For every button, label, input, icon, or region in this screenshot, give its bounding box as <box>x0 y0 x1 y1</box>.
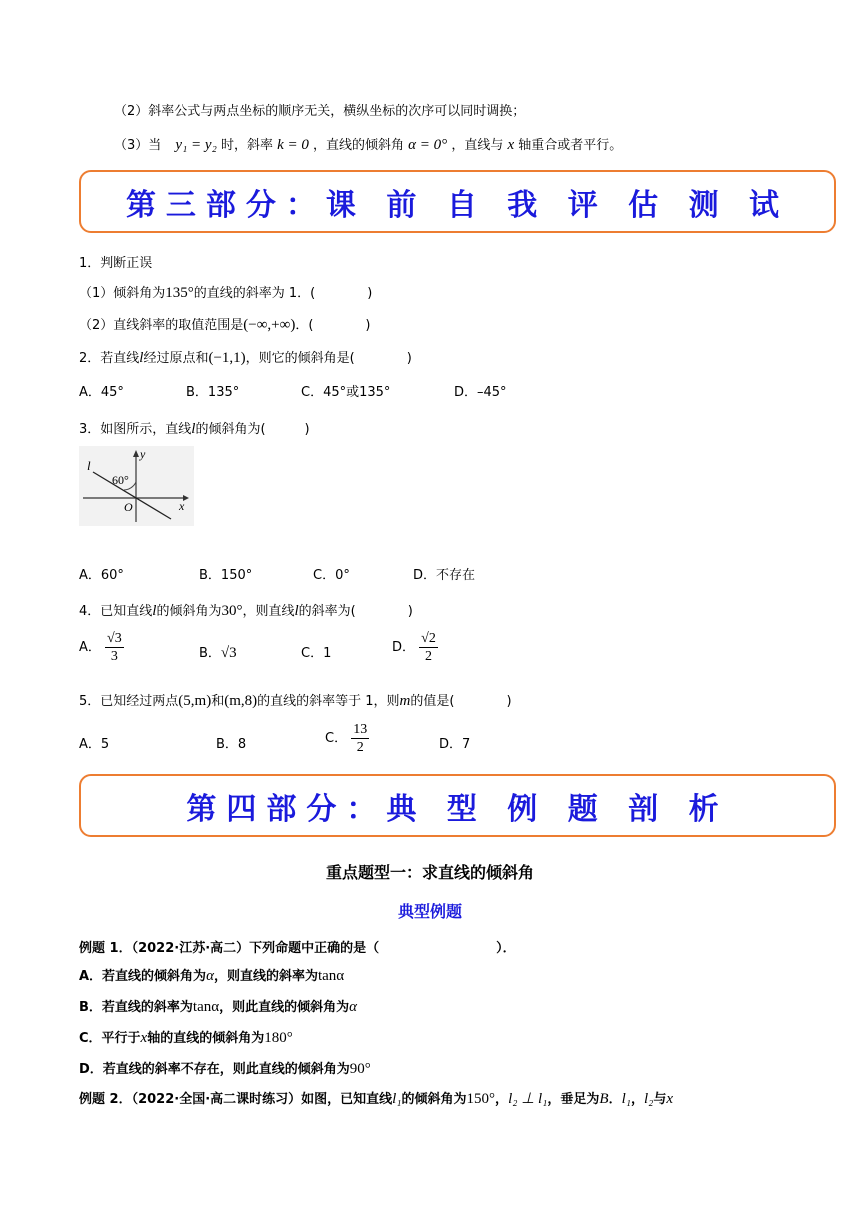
q2-option-d: D．–45° <box>454 385 507 400</box>
q1a-degree: 135° <box>165 285 194 301</box>
ex1-a-mid: ，则直线的斜率为 <box>213 969 318 984</box>
q3-axes-diagram <box>79 446 194 526</box>
section-banner-4 <box>79 774 836 837</box>
ex2-with: 与 <box>653 1092 667 1107</box>
intro-text-angle: ，直线的倾斜角 <box>313 138 405 153</box>
ex2-perpendicular: l₂ ⊥ l₁ <box>508 1091 548 1107</box>
question-1b <box>79 314 370 334</box>
ex1-c-prefix: C．平行于 <box>79 1031 141 1046</box>
ex1-c-mid: 轴的直线的倾斜角为 <box>147 1031 265 1046</box>
q2-mid: 经过原点和 <box>143 351 209 366</box>
q5-m-var: m <box>399 693 411 709</box>
ex2-prefix: 例题 2．（2022·全国·高二课时练习）如图，已知直线 <box>79 1092 393 1107</box>
q2-suffix: ，则它的倾斜角是( ) <box>245 351 412 366</box>
ex1-b-tan: tanα <box>192 999 220 1015</box>
q1b-prefix: （2）直线斜率的取值范围是 <box>79 318 244 333</box>
example-1-stem: 例题 1．（2022·江苏·高二）下列命题中正确的是（ ）． <box>79 941 516 956</box>
q4-option-d-num: √2 <box>421 631 436 646</box>
q5-option-a: A．5 <box>79 737 110 752</box>
ex2-x: x <box>666 1091 674 1107</box>
ex1-c-x: x <box>140 1030 148 1046</box>
ex1-b-mid: ，则此直线的倾斜角为 <box>219 1000 350 1015</box>
question-5-stem <box>79 690 512 710</box>
question-2-stem <box>79 347 412 367</box>
q5-option-c-num: 13 <box>353 722 368 737</box>
q1a-suffix: 的直线的斜率为 1．( ) <box>193 286 373 301</box>
intro-eq-alpha: α = 0° <box>408 137 448 153</box>
intro-line-2 <box>114 100 525 119</box>
q4-line-var-2: l <box>294 603 299 619</box>
question-3-stem <box>79 418 310 438</box>
ex1-d-prefix: D．若直线的斜率不存在，则此直线的倾斜角为 <box>79 1062 350 1077</box>
intro-text-axis: ，直线与 <box>451 138 504 153</box>
q2-line-var: l <box>139 350 144 366</box>
ex1-b-prefix: B．若直线的斜率为 <box>79 1000 193 1015</box>
q3-option-a: A．60° <box>79 568 124 583</box>
q4-option-d-label: D． <box>392 640 416 655</box>
q5-option-c-den: 2 <box>356 740 364 755</box>
ex2-degree: 150° <box>466 1091 496 1107</box>
q4-option-d <box>392 630 438 665</box>
q2-point: (−1,1) <box>208 350 246 366</box>
q3-option-d: D．不存在 <box>413 568 476 583</box>
q4-option-c: C．1 <box>301 646 332 661</box>
section-banner-4-title: 第四部分：典 型 例 题 剖 析 <box>186 791 729 827</box>
q1b-suffix: ．( ) <box>295 318 371 333</box>
q5-option-c-fraction <box>351 721 369 756</box>
q5-option-b: B．8 <box>216 737 247 752</box>
q5-point-2: (m,8) <box>224 693 258 709</box>
ex2-mid1: 的倾斜角为 <box>401 1092 467 1107</box>
question-type-1-title: 重点题型一：求直线的倾斜角 <box>325 863 534 882</box>
intro-eq-y1-y2: y₁ = y₂ <box>175 137 217 153</box>
q1b-range: (−∞,+∞) <box>243 317 296 333</box>
q4-option-a-label: A． <box>79 640 101 655</box>
ex2-mid2: ，垂足为 <box>547 1092 600 1107</box>
q5-option-d: D．7 <box>439 737 471 752</box>
q4-suffix: 的斜率为( ) <box>298 604 413 619</box>
q4-option-d-fraction <box>419 630 438 665</box>
q2-option-a: A．45° <box>79 385 124 400</box>
q4-option-d-den: 2 <box>425 649 432 664</box>
ex1-a-tan: tanα <box>317 968 345 984</box>
example-1-option-b <box>79 996 357 1016</box>
q4-option-a-fraction <box>105 630 124 665</box>
example-1-option-a <box>79 965 344 985</box>
q3-y-arrow <box>133 450 139 457</box>
q4-mid: 的倾斜角为 <box>156 604 222 619</box>
ex1-d-degree: 90° <box>349 1061 371 1077</box>
q4-option-b-value: √3 <box>220 645 237 661</box>
question-4-stem <box>79 600 413 620</box>
example-2-stem <box>79 1088 673 1108</box>
q3-prefix: 3．如图所示，直线 <box>79 422 192 437</box>
ex1-a-alpha: α <box>206 968 214 984</box>
q4-prefix: 4．已知直线 <box>79 604 153 619</box>
q4-line-var: l <box>152 603 157 619</box>
ex2-dot: ． <box>608 1092 622 1107</box>
q5-suffix: 的值是( ) <box>410 694 512 709</box>
ex2-l1: l₁ <box>392 1091 402 1107</box>
question-1-title: 1．判断正误 <box>79 256 153 271</box>
q4-option-a <box>79 630 124 665</box>
ex2-point-b: B <box>599 1091 609 1107</box>
q4-degree: 30° <box>221 603 243 619</box>
q3-option-c: C．0° <box>313 568 350 583</box>
ex1-a-prefix: A．若直线的倾斜角为 <box>79 969 207 984</box>
intro-text-slope: 时，斜率 <box>220 138 273 153</box>
q5-mid: 的直线的斜率等于 1，则 <box>257 694 400 709</box>
intro-text-end: 轴重合或者平行。 <box>518 138 623 153</box>
q5-prefix: 5．已知经过两点 <box>79 694 179 709</box>
q3-figure <box>79 446 194 526</box>
example-1-option-d <box>79 1058 371 1078</box>
q2-option-c: C．45°或135° <box>301 385 391 400</box>
q3-label-x: x <box>179 499 185 513</box>
ex1-c-degree: 180° <box>264 1030 293 1046</box>
example-1-option-c <box>79 1027 293 1047</box>
q4-mid2: ，则直线 <box>242 604 295 619</box>
q4-option-b-label: B． <box>199 646 221 661</box>
q4-option-a-num: √3 <box>107 631 122 646</box>
q4-option-a-den: 3 <box>110 649 118 664</box>
intro-line-3-prefix: （3）当 <box>114 138 162 153</box>
q3-line-var: l <box>191 421 196 437</box>
section-banner-3-title: 第三部分：课 前 自 我 评 估 测 试 <box>125 187 790 223</box>
q2-option-b: B．135° <box>186 385 240 400</box>
q1a-prefix: （1）倾斜角为 <box>79 286 166 301</box>
q5-option-c-label: C． <box>325 731 348 746</box>
q2-prefix: 2．若直线 <box>79 351 140 366</box>
question-1a <box>79 282 372 302</box>
ex2-sep: ， <box>631 1092 645 1107</box>
typical-examples-subtitle: 典型例题 <box>397 902 462 921</box>
q3-label-origin: O <box>124 500 133 514</box>
q3-suffix: 的倾斜角为( ) <box>195 422 310 437</box>
intro-line-2-text: （2）斜率公式与两点坐标的顺序无关，横纵坐标的次序可以同时调换； <box>114 104 526 119</box>
intro-eq-k: k = 0 <box>277 137 309 153</box>
q3-label-y: y <box>140 447 146 461</box>
q5-option-c <box>325 721 369 756</box>
q5-and: 和 <box>211 694 225 709</box>
ex1-b-alpha: α <box>349 999 357 1015</box>
ex2-l2-b: l₂ <box>644 1091 654 1107</box>
q3-option-b: B．150° <box>199 568 253 583</box>
q3-label-angle: 60° <box>112 473 129 487</box>
ex2-comma: ， <box>495 1092 509 1107</box>
q4-option-b <box>199 642 237 662</box>
intro-line-3 <box>114 134 622 154</box>
q3-label-l: l <box>87 458 91 473</box>
intro-x-var: x <box>507 137 515 153</box>
ex2-l1-b: l₁ <box>621 1091 631 1107</box>
section-banner-3 <box>79 170 836 233</box>
q5-point-1: (5,m) <box>178 693 212 709</box>
